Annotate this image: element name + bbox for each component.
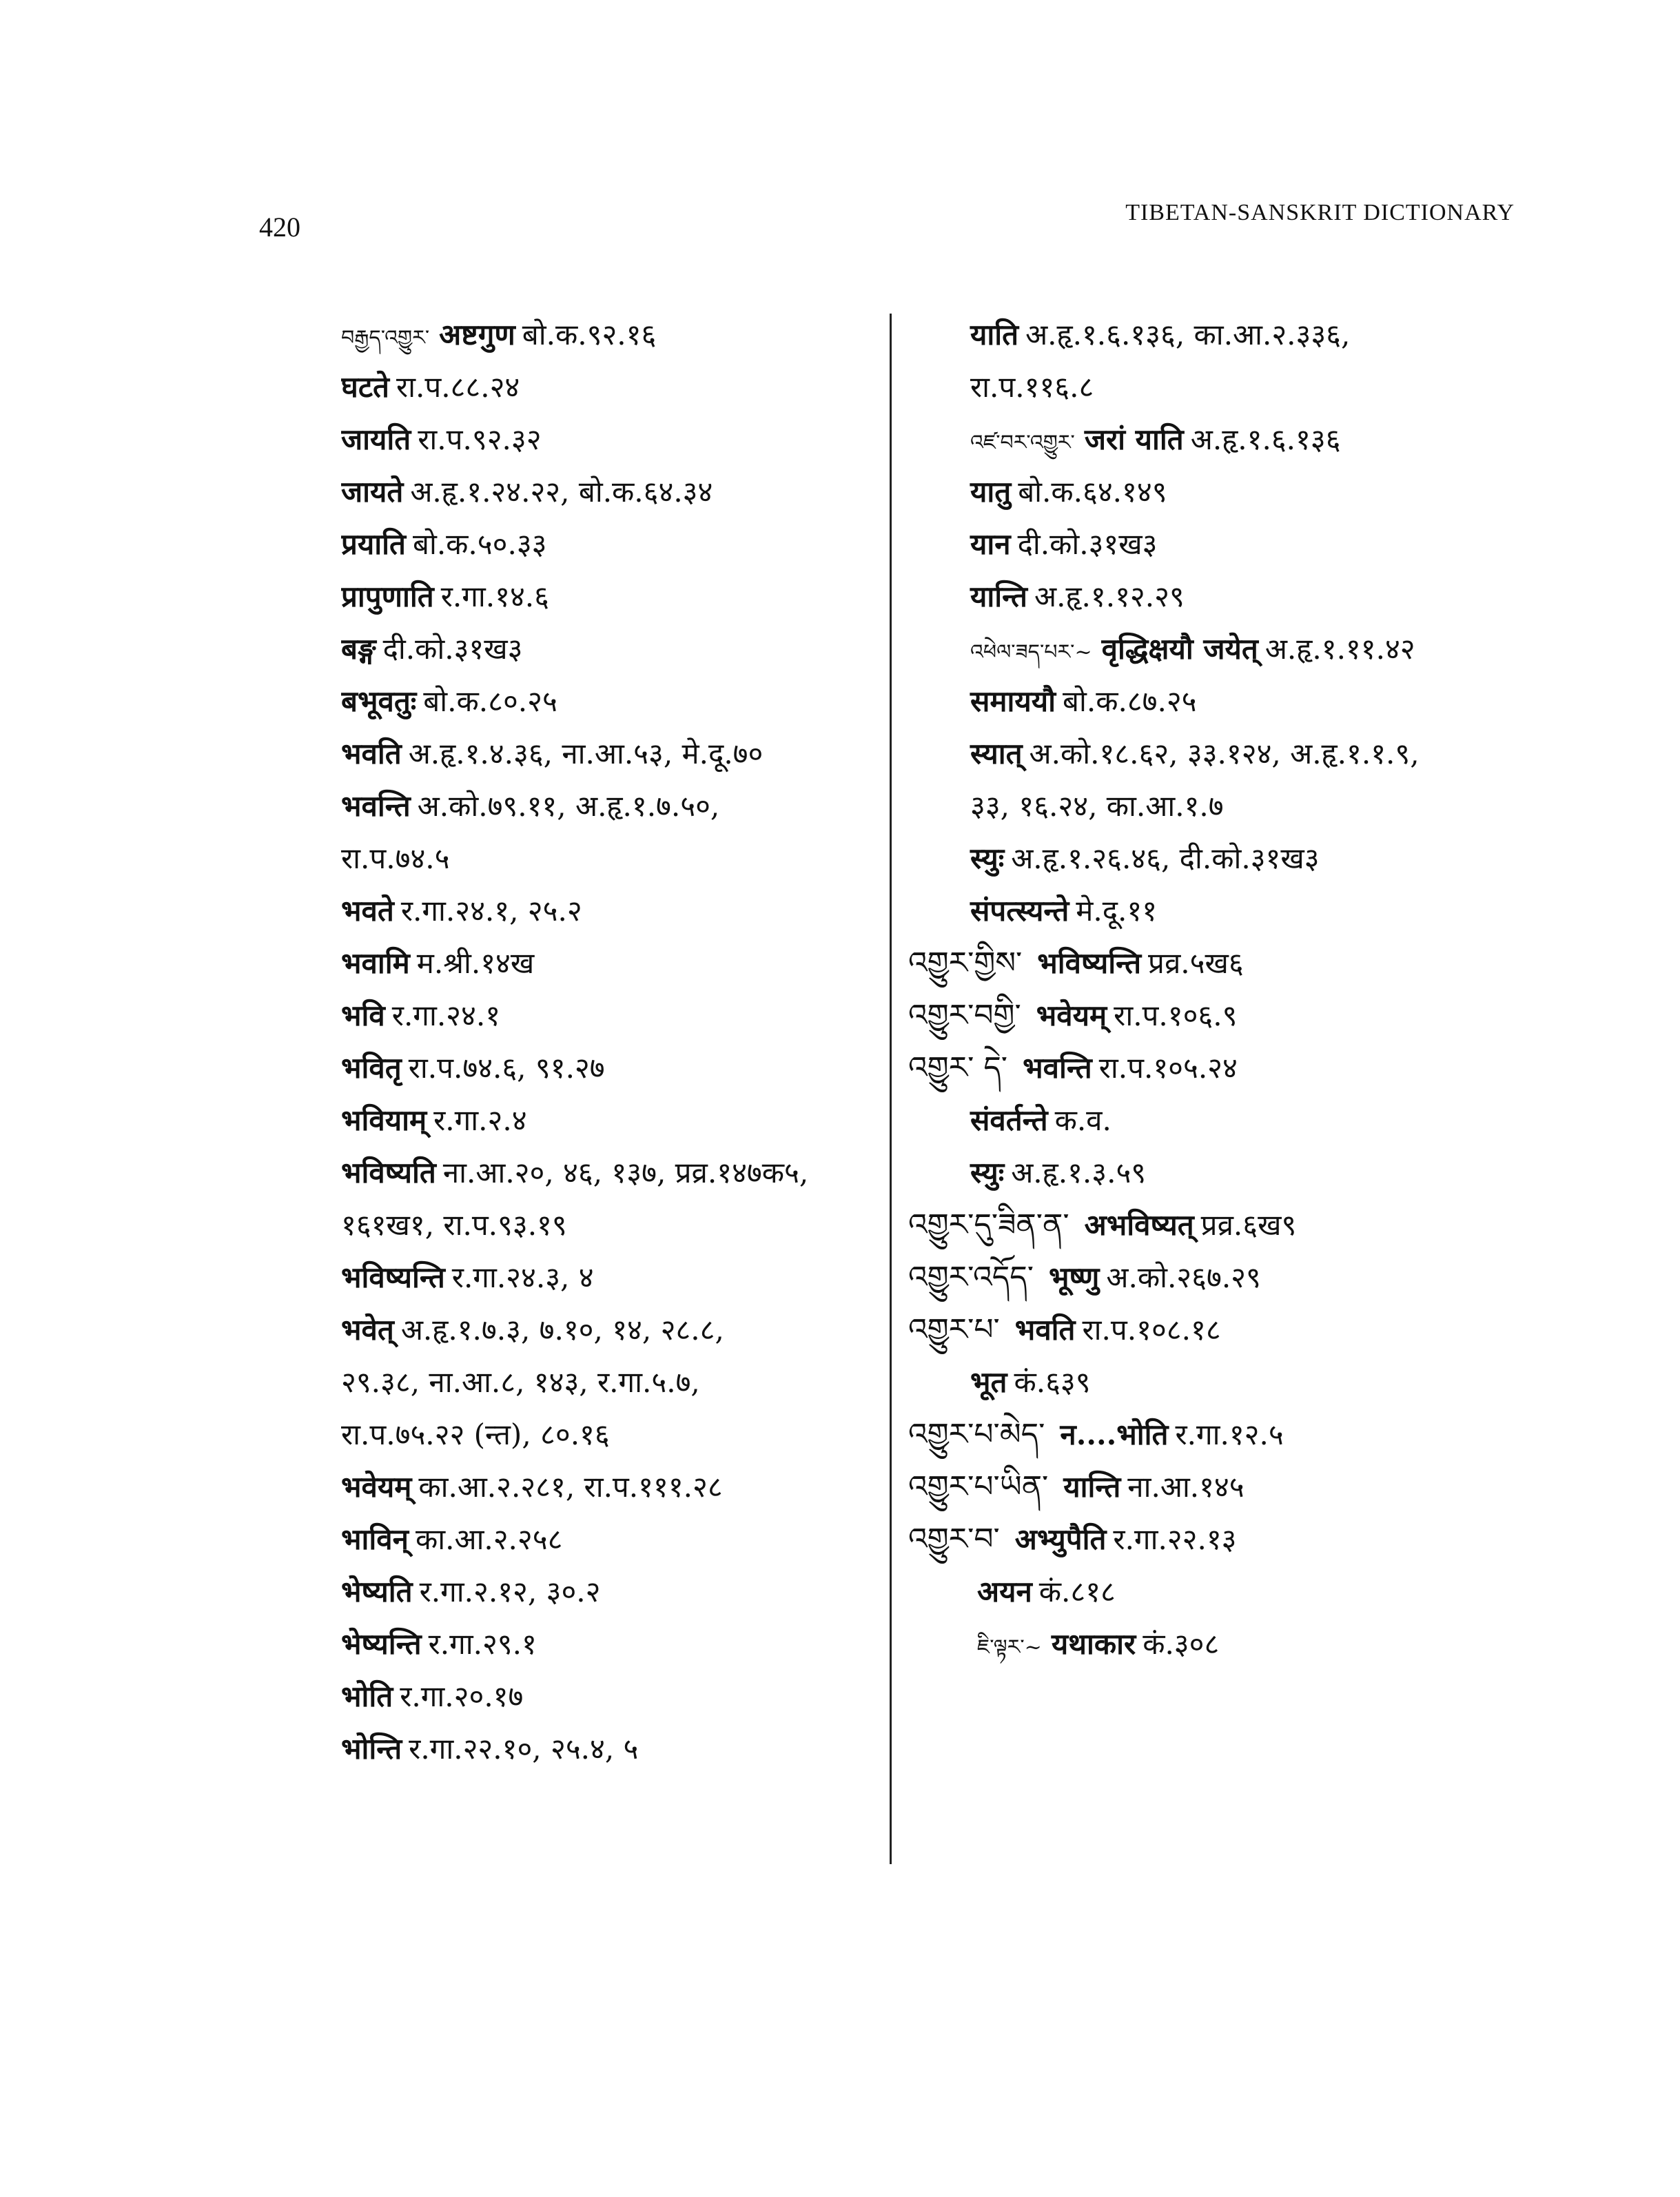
sanskrit-headword: जायते <box>341 475 404 509</box>
source-reference: रा.प.९२.३२ <box>418 422 542 456</box>
dictionary-entry <box>341 1723 885 1775</box>
dictionary-entry <box>908 1094 1556 1147</box>
dictionary-entry <box>908 1461 1556 1513</box>
source-reference: अ.हृ.१.१२.२९ <box>1034 580 1185 613</box>
source-reference: क.व. <box>1054 1103 1112 1137</box>
dictionary-entry <box>341 518 885 571</box>
sanskrit-headword: स्युः <box>970 841 1005 875</box>
sanskrit-headword: प्रापुणाति <box>341 580 434 613</box>
source-reference: र.गा.१२.५ <box>1175 1418 1284 1451</box>
sanskrit-headword: भवेत् <box>341 1313 394 1347</box>
dictionary-entry <box>341 1304 885 1356</box>
source-reference: र.गा.२.४ <box>433 1103 527 1137</box>
dictionary-entry <box>341 832 885 885</box>
source-reference: अ.को.१८.६२, ३३.१२४, अ.हृ.१.१.९, <box>1029 737 1420 770</box>
sanskrit-headword: स्यात् <box>970 737 1023 770</box>
sanskrit-headword: याति <box>970 318 1019 351</box>
dictionary-entry <box>341 1513 885 1566</box>
sanskrit-headword: यान्ति <box>970 580 1027 613</box>
source-reference: अ.को.७९.११, अ.हृ.१.७.५०, <box>417 789 720 823</box>
right-column <box>908 309 1556 1670</box>
tibetan-term: འགྱུར་བ་ <box>908 1522 1000 1557</box>
tibetan-term: འགྱུར་འདོད་ <box>908 1260 1034 1295</box>
source-reference: रा.प.१०६.९ <box>1114 999 1238 1032</box>
dictionary-entry <box>341 1566 885 1618</box>
sanskrit-headword: भूष्णु <box>1048 1260 1100 1294</box>
source-reference: अ.हृ.१.११.४२ <box>1264 632 1415 666</box>
dictionary-entry <box>341 1409 885 1461</box>
sanskrit-headword: भवेयम् <box>341 1470 412 1504</box>
tibetan-term: འགྱུར་པ་ཡིན་ <box>908 1469 1049 1504</box>
source-reference: का.आ.२.२५८ <box>415 1522 563 1556</box>
source-reference: म.श्री.१४ख <box>416 946 535 980</box>
dictionary-entry <box>341 466 885 518</box>
sanskrit-headword: भेष्यन्ति <box>341 1627 422 1661</box>
sanskrit-headword: अभ्युपैति <box>1014 1522 1107 1556</box>
sanskrit-headword: भवियाम् <box>341 1103 427 1137</box>
left-column <box>341 309 885 1775</box>
dictionary-entry <box>908 361 1556 413</box>
dictionary-entry <box>908 413 1556 466</box>
sanskrit-headword: भवामि <box>341 946 410 980</box>
dictionary-entry <box>341 885 885 937</box>
dictionary-entry <box>341 728 885 780</box>
sanskrit-headword: भवितृ <box>341 1051 402 1085</box>
sanskrit-headword: भूत <box>970 1365 1007 1399</box>
sanskrit-headword: बभूवतुः <box>341 684 417 718</box>
sanskrit-headword: भवति <box>341 737 402 770</box>
source-reference: रा.प.७४.५ <box>341 841 450 875</box>
source-reference: र.गा.२०.१७ <box>400 1679 524 1713</box>
tibetan-term: འགྱུར་ དེ་ <box>908 1050 1008 1085</box>
sanskrit-headword: संवर्तन्ते <box>970 1103 1048 1137</box>
source-reference: र.गा.२४.३, ४ <box>451 1260 594 1294</box>
source-reference: अ.हृ.१.३.५९ <box>1011 1156 1147 1189</box>
sanskrit-headword: भवेयम् <box>1036 999 1107 1032</box>
source-reference: बो.क.८७.२५ <box>1062 684 1197 718</box>
dictionary-entry <box>341 990 885 1042</box>
sanskrit-headword: यथाकार <box>1051 1627 1136 1661</box>
sanskrit-headword: प्रयाति <box>341 527 406 561</box>
source-reference: का.आ.२.२८१, रा.प.१११.२८ <box>418 1470 723 1504</box>
sanskrit-headword: भवन्ति <box>341 789 411 823</box>
sanskrit-headword: यातु <box>970 475 1012 509</box>
dictionary-entry <box>341 1670 885 1723</box>
sanskrit-headword: जरां याति <box>1084 422 1184 456</box>
tibetan-term: འགྱུར་བགྱི་ <box>908 998 1021 1033</box>
sanskrit-headword: न....भोति <box>1060 1418 1169 1451</box>
sanskrit-headword: भविष्यति <box>341 1156 436 1189</box>
source-reference: र.गा.१४.६ <box>440 580 549 613</box>
source-reference: रा.प.१०८.१८ <box>1082 1313 1221 1347</box>
dictionary-entry <box>908 990 1556 1042</box>
source-reference: कं.३०८ <box>1143 1627 1220 1661</box>
page-number: 420 <box>259 212 300 243</box>
dictionary-entry <box>908 466 1556 518</box>
sanskrit-headword: भवते <box>341 894 394 928</box>
tibetan-term: ཇི་ལྟར་~ <box>977 1635 1042 1659</box>
source-reference: अ.को.२६७.२९ <box>1106 1260 1261 1294</box>
running-title: TIBETAN-SANSKRIT DICTIONARY <box>1125 200 1515 225</box>
source-reference: र.गा.२.१२, ३०.२ <box>419 1575 601 1608</box>
dictionary-entry <box>341 1618 885 1670</box>
tibetan-term: བརྒྱད་འགྱུར་ <box>341 326 430 350</box>
source-reference: रा.प.११६.८ <box>970 370 1094 404</box>
dictionary-entry <box>908 571 1556 623</box>
dictionary-entry <box>908 1618 1556 1670</box>
source-reference: प्रव्र.६ख९ <box>1200 1208 1297 1242</box>
sanskrit-headword: भवि <box>341 999 385 1032</box>
dictionary-entry <box>341 413 885 466</box>
sanskrit-headword: भोति <box>341 1679 393 1713</box>
sanskrit-headword: वृद्धिक्षयौ जयेत् <box>1101 632 1258 666</box>
dictionary-entry <box>341 1042 885 1094</box>
source-reference: दी.को.३१ख३ <box>382 632 523 666</box>
source-reference: बो.क.५०.३३ <box>412 527 547 561</box>
source-reference: अ.हृ.१.७.३, ७.१०, १४, २८.८, <box>400 1313 724 1347</box>
source-reference: अ.हृ.१.६.१३६, का.आ.२.३३६, <box>1025 318 1351 351</box>
source-reference: ३३, १६.२४, का.आ.१.७ <box>970 789 1224 823</box>
source-reference: अ.हृ.१.२६.४६, दी.को.३१ख३ <box>1011 841 1320 875</box>
dictionary-entry <box>908 885 1556 937</box>
dictionary-entry <box>908 1513 1556 1566</box>
tibetan-term: འགྱུར་པ་ <box>908 1312 1000 1347</box>
dictionary-entry <box>341 1251 885 1304</box>
tibetan-term: འགྱུར་དུ་ཟིན་ན་ <box>908 1207 1069 1243</box>
dictionary-entry <box>341 1461 885 1513</box>
source-reference: र.गा.२२.१०, २५.४, ५ <box>409 1732 639 1766</box>
source-reference: मे.दू.११ <box>1076 894 1158 928</box>
source-reference: कं.६३९ <box>1014 1365 1091 1399</box>
dictionary-entry <box>908 1409 1556 1461</box>
dictionary-entry <box>908 1147 1556 1199</box>
source-reference: प्रव्र.५ख६ <box>1148 946 1244 980</box>
dictionary-entry <box>908 309 1556 361</box>
source-reference: अ.हृ.१.६.१३६ <box>1190 422 1341 456</box>
dictionary-entry <box>341 309 885 361</box>
tibetan-term: འགྱུར་པ་མེད་ <box>908 1417 1045 1452</box>
dictionary-entry <box>341 1356 885 1409</box>
source-reference: अ.हृ.१.२४.२२, बो.क.६४.३४ <box>410 475 713 509</box>
sanskrit-headword: बङ्ग <box>341 632 376 666</box>
sanskrit-headword: अयन <box>977 1575 1032 1608</box>
dictionary-entry <box>341 1147 885 1199</box>
sanskrit-headword: संपत्स्यन्ते <box>970 894 1069 928</box>
dictionary-entry <box>908 1251 1556 1304</box>
sanskrit-headword: भविष्यन्ति <box>1037 946 1142 980</box>
tibetan-term: འགྱུར་གྱིས་ <box>908 946 1023 981</box>
sanskrit-headword: जायति <box>341 422 411 456</box>
dictionary-entry <box>908 1566 1556 1618</box>
sanskrit-headword: अभविष्यत् <box>1084 1208 1194 1242</box>
sanskrit-headword: अष्टगुण <box>439 318 515 351</box>
sanskrit-headword: भविष्यन्ति <box>341 1260 445 1294</box>
dictionary-entry <box>341 675 885 728</box>
source-reference: बो.क.८०.२५ <box>423 684 557 718</box>
source-reference: र.गा.२२.१३ <box>1113 1522 1237 1556</box>
source-reference: १६१ख१, रा.प.९३.१९ <box>341 1208 567 1242</box>
source-reference: ना.आ.२०, ४६, १३७, प्रव्र.१४७क५, <box>442 1156 809 1189</box>
source-reference: ना.आ.१४५ <box>1127 1470 1244 1504</box>
dictionary-entry <box>908 937 1556 990</box>
dictionary-entry <box>908 1304 1556 1356</box>
dictionary-entry <box>908 832 1556 885</box>
dictionary-entry <box>341 361 885 413</box>
source-reference: दी.को.३१ख३ <box>1017 527 1158 561</box>
sanskrit-headword: स्युः <box>970 1156 1005 1189</box>
source-reference: रा.प.७४.६, ९१.२७ <box>408 1051 605 1085</box>
sanskrit-headword: भेष्यति <box>341 1575 413 1608</box>
dictionary-entry <box>908 1199 1556 1251</box>
sanskrit-headword: भवति <box>1014 1313 1076 1347</box>
dictionary-entry <box>341 937 885 990</box>
source-reference: रा.प.८८.२४ <box>396 370 520 404</box>
sanskrit-headword: समाययौ <box>970 684 1056 718</box>
source-reference: रा.प.१०५.२४ <box>1098 1051 1238 1085</box>
dictionary-entry <box>908 780 1556 832</box>
dictionary-entry <box>341 1094 885 1147</box>
column-divider <box>890 314 892 1864</box>
source-reference: र.गा.२९.१ <box>428 1627 537 1661</box>
dictionary-entry <box>341 1199 885 1251</box>
dictionary-entry <box>908 1356 1556 1409</box>
sanskrit-headword: भवन्ति <box>1023 1051 1092 1085</box>
dictionary-entry <box>908 518 1556 571</box>
source-reference: र.गा.२४.१ <box>391 999 501 1032</box>
dictionary-entry <box>908 675 1556 728</box>
source-reference: बो.क.९२.१६ <box>522 318 657 351</box>
tibetan-term: འཛ་བར་འགྱུར་ <box>970 431 1075 455</box>
source-reference: र.गा.२४.१, २५.२ <box>400 894 582 928</box>
dictionary-entry <box>908 623 1556 675</box>
dictionary-entry <box>341 571 885 623</box>
source-reference: बो.क.६४.१४९ <box>1018 475 1167 509</box>
source-reference: रा.प.७५.२२ (न्त), ८०.१६ <box>341 1418 610 1451</box>
sanskrit-headword: यान्ति <box>1063 1470 1121 1504</box>
source-reference: कं.८१८ <box>1038 1575 1116 1608</box>
sanskrit-headword: घटते <box>341 370 389 404</box>
sanskrit-headword: यान <box>970 527 1011 561</box>
dictionary-entry <box>908 728 1556 780</box>
dictionary-entry <box>341 623 885 675</box>
source-reference: अ.हृ.१.४.३६, ना.आ.५३, मे.दू.७० <box>408 737 764 770</box>
dictionary-entry <box>908 1042 1556 1094</box>
tibetan-term: འཕེལ་ཟད་པར་~ <box>970 640 1092 664</box>
source-reference: २९.३८, ना.आ.८, १४३, र.गा.५.७, <box>341 1365 700 1399</box>
sanskrit-headword: भोन्ति <box>341 1732 402 1766</box>
dictionary-entry <box>341 780 885 832</box>
sanskrit-headword: भाविन् <box>341 1522 409 1556</box>
